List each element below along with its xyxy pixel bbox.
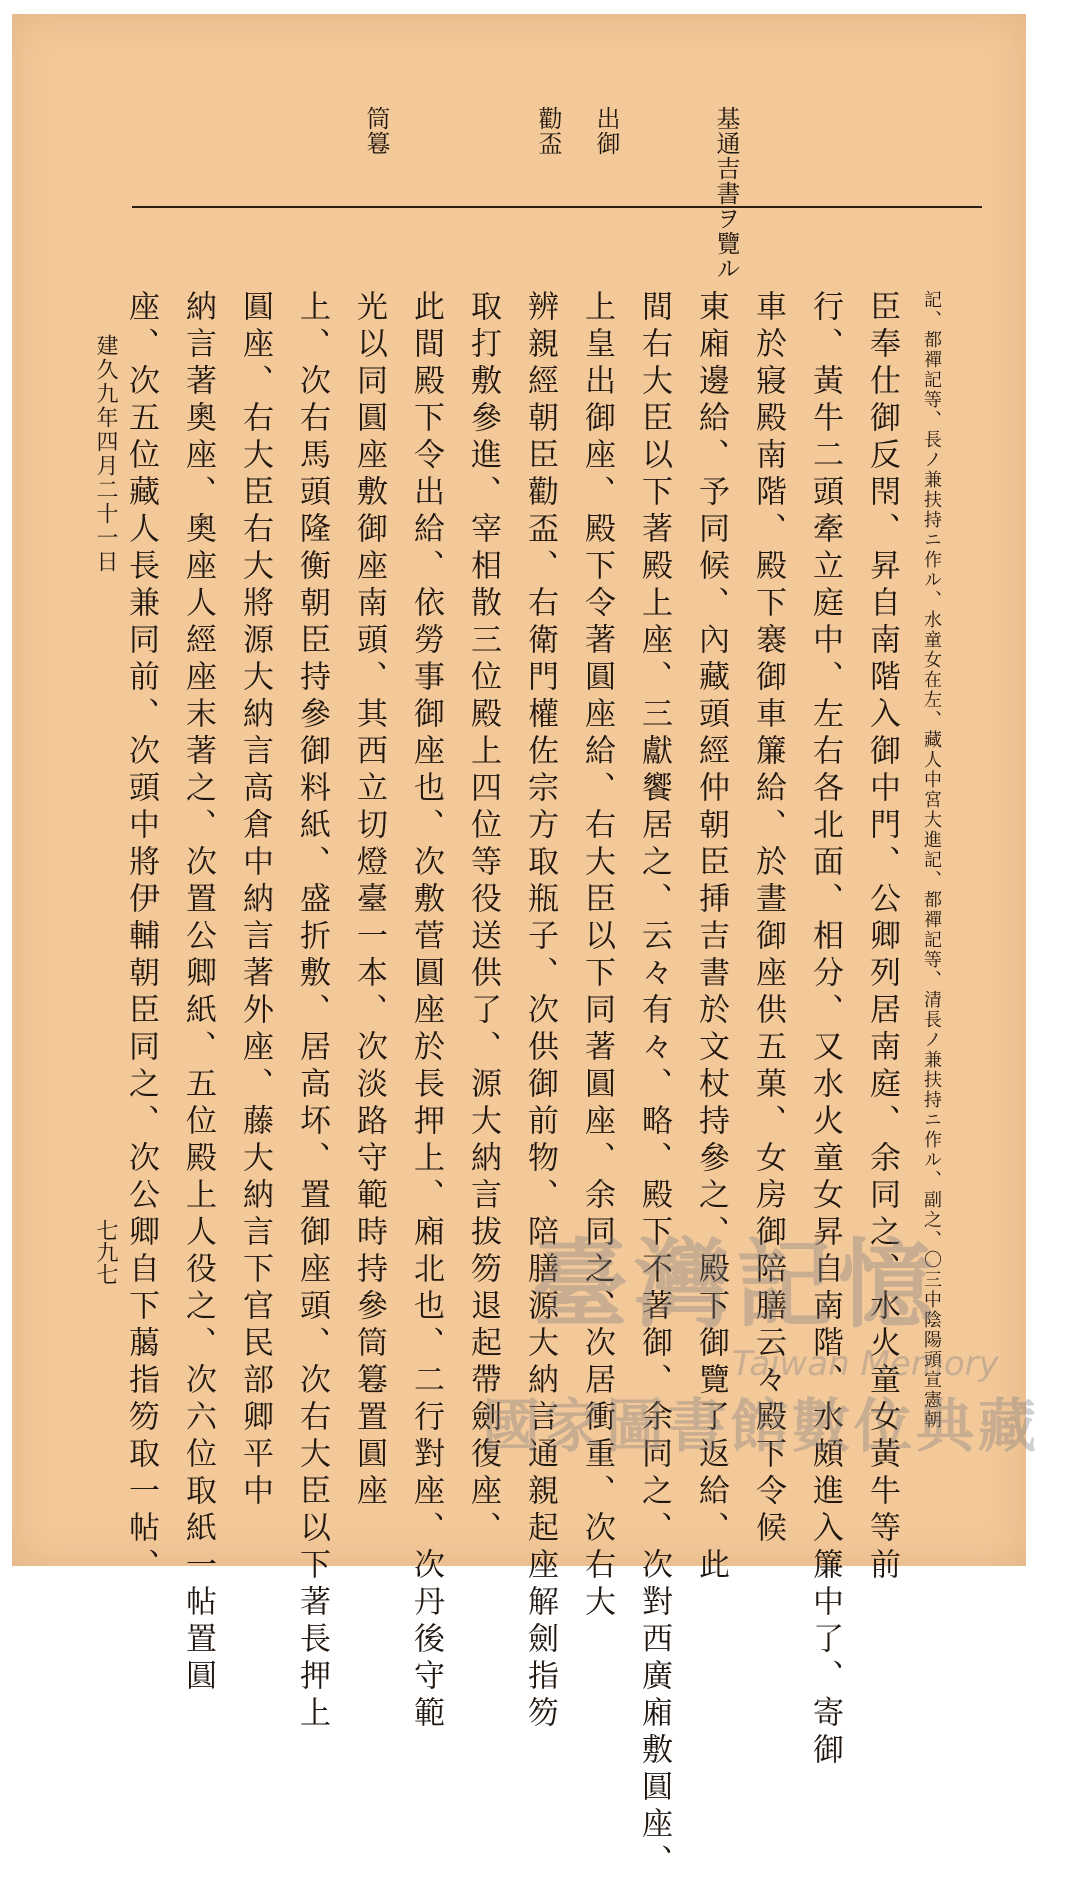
body-column-10: 此間殿下令出給、依勞事御座也、次敷菅圓座於長押上、廂北也、二行對座、次丹後守範 — [408, 290, 444, 1733]
body-column-15: 座、次五位藏人長兼同前、次頭中將伊輔朝臣同之、次公卿自下﨟指笏取一帖、 — [123, 290, 159, 1585]
header-note-1: 基通吉書ヲ覽ル — [712, 106, 740, 281]
body-column-2: 臣奉仕御反閇、昇自南階入御中門、公卿列居南庭、余同之、水火童女黃牛等前 — [864, 290, 900, 1585]
body-column-1: 記、都禪記等、長ノ兼扶持ニ作ル、水童女在左、藏人中宮大進記、都禪記等、清長ノ兼扶持ニ作ル、副之、〇三中陰陽頭宣憲朝 — [921, 290, 942, 1430]
body-column-7: 上皇出御座、殿下令著圓座給、右大臣以下同著圓座、余同之、次居衝重、次右大 — [579, 290, 615, 1622]
body-column-12: 上、次右馬頭隆衡朝臣持參御料紙、盛折敷、居高坏、置御座頭、次右大臣以下著長押上 — [294, 290, 330, 1733]
body-column-3: 行、黃牛二頭牽立庭中、左右各北面、相分、又水火童女昇自南階、水頗進入簾中了、寄御 — [807, 290, 843, 1770]
header-rule — [132, 206, 982, 208]
document-page — [12, 14, 1041, 1881]
body-column-5: 東廂邊給、予同候、內藏頭經仲朝臣挿吉書於文杖持參之、殿下御覽了返給、此 — [693, 290, 729, 1585]
date-line: 建久九年四月二十一日 — [93, 334, 118, 574]
header-note-3: 勸盃 — [534, 106, 562, 156]
watermark-english: Taiwan Memory — [732, 1344, 999, 1384]
page-number: 七九七 — [93, 1219, 118, 1285]
body-column-14: 納言著奧座、奧座人經座末著之、次置公卿紙、五位殿上人役之、次六位取紙一帖置圓 — [180, 290, 216, 1696]
watermark-institution: 國家圖書館數位典藏 — [482, 1392, 1041, 1460]
body-column-6: 間右大臣以下著殿上座、三獻饗居之、云々有々、略、殿下不著御、余同之、次對西廣廂敷圓座、 — [636, 290, 672, 1881]
header-note-4: 筒篹 — [362, 106, 390, 156]
body-column-4: 車於寢殿南階、殿下褰御車簾給、於晝御座供五菓、女房御陪膳云々殿下令候 — [750, 290, 786, 1548]
body-column-11: 光以同圓座敷御座南頭、其西立切燈臺一本、次淡路守範時持參筒篹置圓座 — [351, 290, 387, 1511]
header-note-2: 出御 — [592, 106, 620, 156]
body-column-13: 圓座、右大臣右大將源大納言高倉中納言著外座、藤大納言下官民部卿平中 — [237, 290, 273, 1511]
body-column-9: 取打敷參進、宰相散三位殿上四位等役送供了、源大納言拔笏退起帶劍復座、 — [465, 290, 501, 1548]
watermark-brand: 臺灣記憶 — [532, 1229, 940, 1341]
body-column-8: 辨親經朝臣勸盃、右衛門權佐宗方取瓶子、次供御前物、陪膳源大納言通親起座解劍指笏 — [522, 290, 558, 1733]
